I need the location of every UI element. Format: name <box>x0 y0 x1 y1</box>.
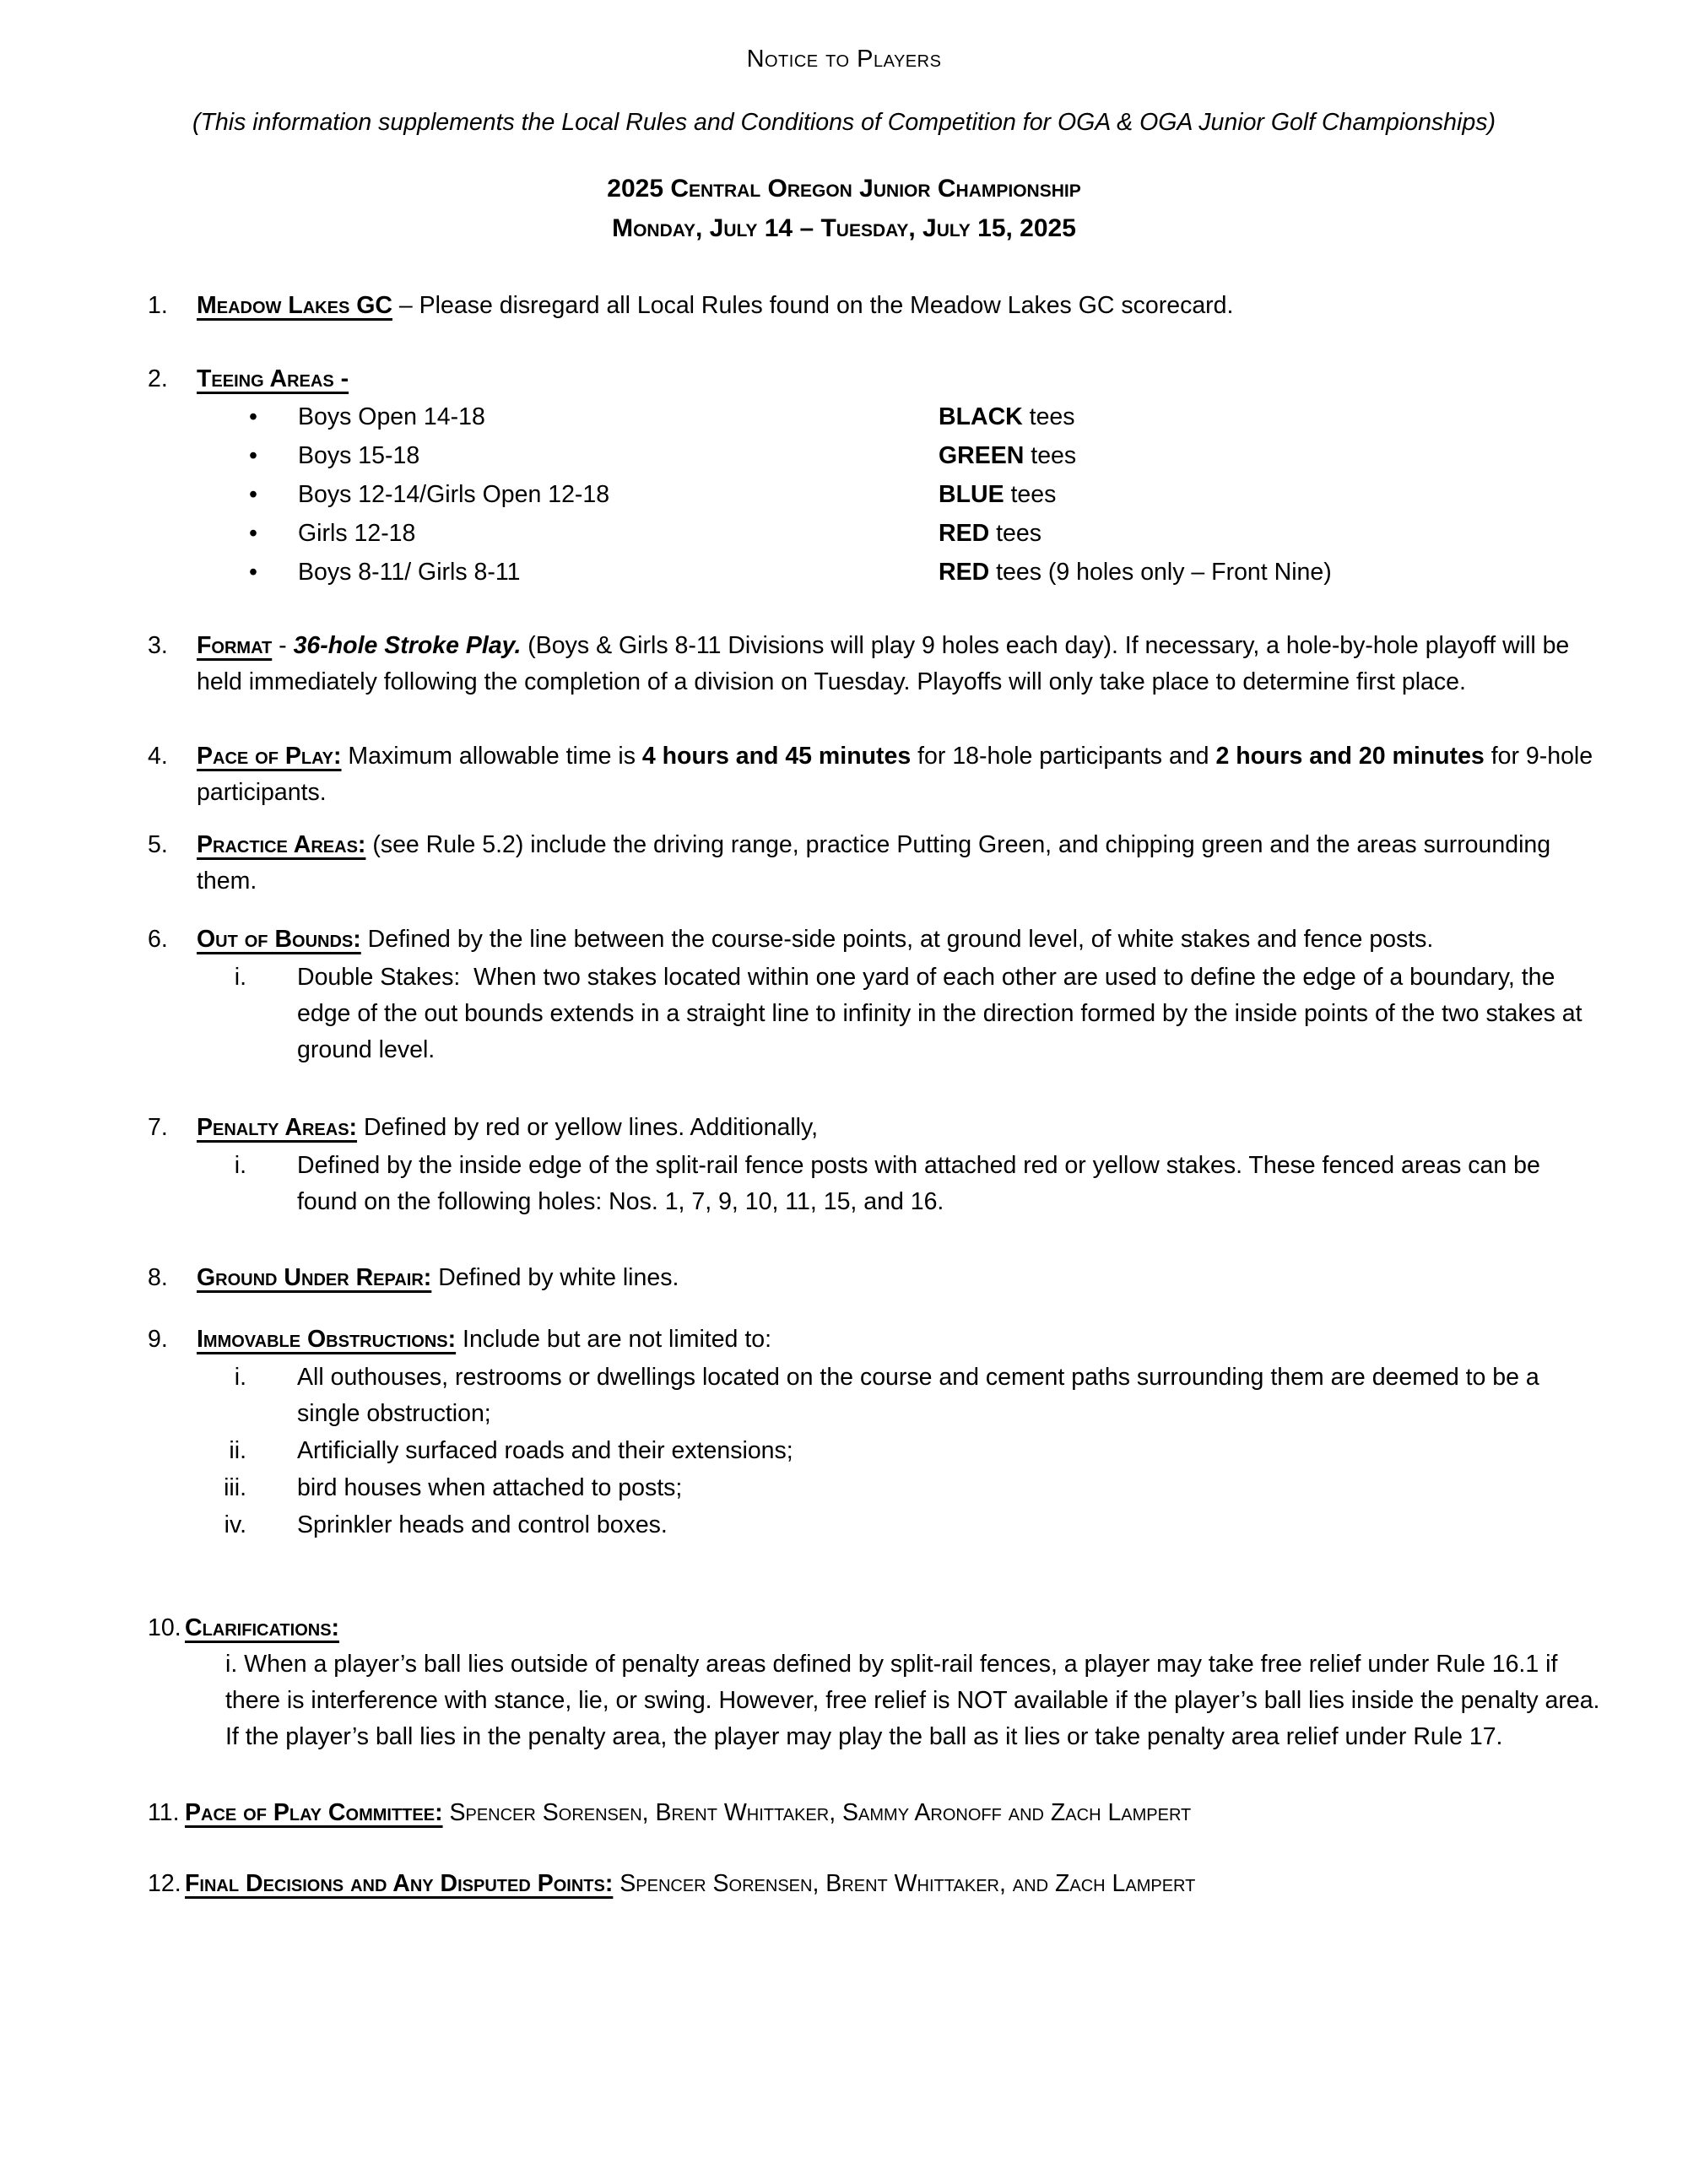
item-heading: Practice Areas: <box>197 831 366 858</box>
bullet-icon: • <box>249 403 257 430</box>
bullet-icon: • <box>249 559 257 586</box>
roman-label: ii. <box>229 1437 246 1464</box>
tee-label <box>939 397 1604 436</box>
item-heading-line <box>185 1610 1604 1646</box>
item-heading: Format <box>197 632 273 659</box>
tee-color: GREEN <box>939 442 1025 469</box>
tee-suffix: tees (9 holes only – Front Nine) <box>989 559 1332 586</box>
bullet-icon: • <box>249 520 257 547</box>
rule-item-penalty-areas <box>148 1110 1604 1220</box>
sub-text: Sprinkler heads and control boxes. <box>297 1511 668 1538</box>
division-label: Girls 12-18 <box>298 520 416 547</box>
roman-label: iii. <box>224 1474 246 1501</box>
tee-color: BLACK <box>939 403 1023 430</box>
rule-item-ground-under-repair <box>148 1260 1604 1296</box>
rule-item-pace-of-play <box>148 738 1604 811</box>
item-heading: Ground Under Repair: <box>197 1264 432 1291</box>
item-number: 11. <box>148 1799 180 1826</box>
rule-item-format <box>148 628 1604 700</box>
item-content <box>197 1110 1604 1220</box>
item-body: Defined by red or yellow lines. Additionally, <box>357 1114 819 1141</box>
tee-label <box>939 553 1604 592</box>
division-label: Boys Open 14-18 <box>298 403 485 430</box>
item-bold-text: 4 hours and 45 minutes <box>641 743 912 770</box>
rule-item-practice-areas <box>148 827 1604 900</box>
item-heading: Pace of Play Committee: <box>185 1799 443 1826</box>
roman-label: i. <box>234 1152 246 1179</box>
item-number: 2. <box>148 365 168 392</box>
sub-text: Artificially surfaced roads and their extensions; <box>297 1437 793 1464</box>
tee-row <box>197 436 1604 475</box>
item-number: 12. <box>148 1870 181 1897</box>
sub-item <box>197 1148 1604 1220</box>
doc-title: Notice to Players <box>746 46 942 73</box>
item-heading: Penalty Areas: <box>197 1114 358 1141</box>
item-body: for 9-hole participants. <box>197 743 1600 806</box>
tee-suffix: tees <box>1004 481 1057 508</box>
item-content <box>185 1795 1604 1831</box>
tee-row <box>197 397 1604 436</box>
item-heading: Immovable Obstructions: <box>197 1326 457 1353</box>
tee-suffix: tees <box>1024 442 1077 469</box>
item-body: (see Rule 5.2) include the driving range, practice Putting Green, and chipping green and the areas surrounding them. <box>197 831 1558 895</box>
item-number: 9. <box>148 1326 168 1353</box>
rule-item-immovable-obstructions <box>148 1322 1604 1543</box>
item-body: – Please disregard all Local Rules found on the Meadow Lakes GC scorecard. <box>392 292 1234 319</box>
committee-names: Spencer Sorensen, Brent Whittaker, Sammy Aronoff and Zach Lampert <box>442 1799 1192 1826</box>
tee-label <box>939 514 1604 553</box>
item-content <box>197 827 1604 900</box>
tee-list <box>197 397 1604 592</box>
item-content <box>197 1322 1604 1543</box>
item-content <box>185 1610 1607 1755</box>
item-heading: Final Decisions and Any Disputed Points: <box>185 1870 614 1897</box>
sub-item <box>197 1360 1604 1432</box>
tee-suffix: tees <box>1022 403 1075 430</box>
item-heading: Pace of Play: <box>197 743 342 770</box>
item-content <box>197 628 1604 700</box>
roman-label: i. <box>234 1364 246 1391</box>
item-body: Include but are not limited to: <box>456 1326 772 1353</box>
event-dates: Monday, July 14 – Tuesday, July 15, 2025 <box>612 214 1076 242</box>
item-content <box>185 1866 1604 1902</box>
item-content <box>197 288 1604 324</box>
item-number: 10. <box>148 1614 181 1641</box>
sub-item <box>197 960 1604 1068</box>
committee-names: Spencer Sorensen, Brent Whittaker, and Zach Lampert <box>613 1870 1196 1897</box>
rule-item-meadow-lakes <box>148 288 1604 324</box>
item-number: 3. <box>148 632 168 659</box>
item-heading: Clarifications: <box>185 1614 340 1641</box>
sub-item <box>197 1433 1604 1469</box>
item-number: 5. <box>148 831 168 858</box>
item-number: 1. <box>148 292 168 319</box>
sub-text: All outhouses, restrooms or dwellings located on the course and cement paths surrounding them are deemed to be a single obstruction; <box>297 1364 1546 1427</box>
sub-text: Defined by the inside edge of the split-rail fence posts with attached red or yellow stakes. These fenced areas can be found on the following holes: Nos. 1, 7, 9, 10, 11, 15, and 16. <box>297 1152 1547 1215</box>
item-content <box>197 361 1604 592</box>
tee-row <box>197 514 1604 553</box>
item-number: 8. <box>148 1264 168 1291</box>
tee-suffix: tees <box>989 520 1041 547</box>
rule-item-teeing-areas <box>148 361 1604 592</box>
item-body: (Boys & Girls 8-11 Divisions will play 9 holes each day). If necessary, a hole-by-hole playoff will be held immediately following the completion of a division on Tuesday. Playoffs will only take place to determine first place. <box>197 632 1577 695</box>
doc-subtitle: (This information supplements the Local Rules and Conditions of Competition for OGA & OGA Junior Golf Championships) <box>192 109 1496 136</box>
event-title <box>0 169 1688 248</box>
item-emphasis: 36-hole Stroke Play. <box>293 632 522 659</box>
division-label: Boys 12-14/Girls Open 12-18 <box>298 481 610 508</box>
item-heading: Meadow Lakes GC <box>197 292 392 319</box>
tee-row <box>197 475 1604 514</box>
bullet-icon: • <box>249 442 257 469</box>
item-body: Defined by the line between the course-side points, at ground level, of white stakes and fence posts. <box>360 926 1434 953</box>
rule-item-clarifications <box>148 1610 1607 1755</box>
tee-color: RED <box>939 559 990 586</box>
rule-item-pace-of-play-committee <box>148 1795 1604 1831</box>
clarification-paragraph: i. When a player’s ball lies outside of penalty areas defined by split-rail fences, a player may take free relief under Rule 16.1 if there is interference with stance, lie, or swing. However, free relief is NOT available if the player’s ball lies inside the penalty area. If the player’s ball lies in the penalty area, the player may play the ball as it lies or take penalty area relief under Rule 17. <box>225 1651 1607 1750</box>
tee-color: BLUE <box>939 481 1004 508</box>
item-separator: - <box>272 632 294 659</box>
tee-label <box>939 436 1604 475</box>
roman-label: i. <box>234 964 246 991</box>
item-heading-line <box>197 361 1604 397</box>
item-body: for 18-hole participants and <box>911 743 1216 770</box>
item-number: 6. <box>148 926 168 953</box>
bullet-icon: • <box>249 481 257 508</box>
division-label: Boys 15-18 <box>298 442 420 469</box>
item-body: Defined by white lines. <box>431 1264 679 1291</box>
item-body: Maximum allowable time is <box>341 743 642 770</box>
item-number: 7. <box>148 1114 168 1141</box>
item-heading: Out of Bounds: <box>197 926 361 953</box>
tee-label <box>939 475 1604 514</box>
division-label: Boys 8-11/ Girls 8-11 <box>298 559 521 586</box>
tee-color: RED <box>939 520 990 547</box>
item-bold-text: 2 hours and 20 minutes <box>1215 743 1485 770</box>
sub-text: Double Stakes: When two stakes located within one yard of each other are used to define the edge of a boundary, the edge of the out bounds extends in a straight line to infinity in the direction formed by the inside points of the two stakes at ground level. <box>297 964 1589 1063</box>
event-name: 2025 Central Oregon Junior Championship <box>607 175 1081 203</box>
item-heading: Teeing Areas - <box>197 365 349 392</box>
rule-item-final-decisions <box>148 1866 1604 1902</box>
sub-item <box>197 1507 1604 1543</box>
sub-item <box>197 1470 1604 1506</box>
item-content <box>197 922 1604 1068</box>
tee-row <box>197 553 1604 592</box>
item-content <box>197 1260 1604 1296</box>
sub-text: bird houses when attached to posts; <box>297 1474 683 1501</box>
rule-item-out-of-bounds <box>148 922 1604 1068</box>
item-number: 4. <box>148 743 168 770</box>
roman-label: iv. <box>224 1511 246 1538</box>
item-content <box>197 738 1604 811</box>
